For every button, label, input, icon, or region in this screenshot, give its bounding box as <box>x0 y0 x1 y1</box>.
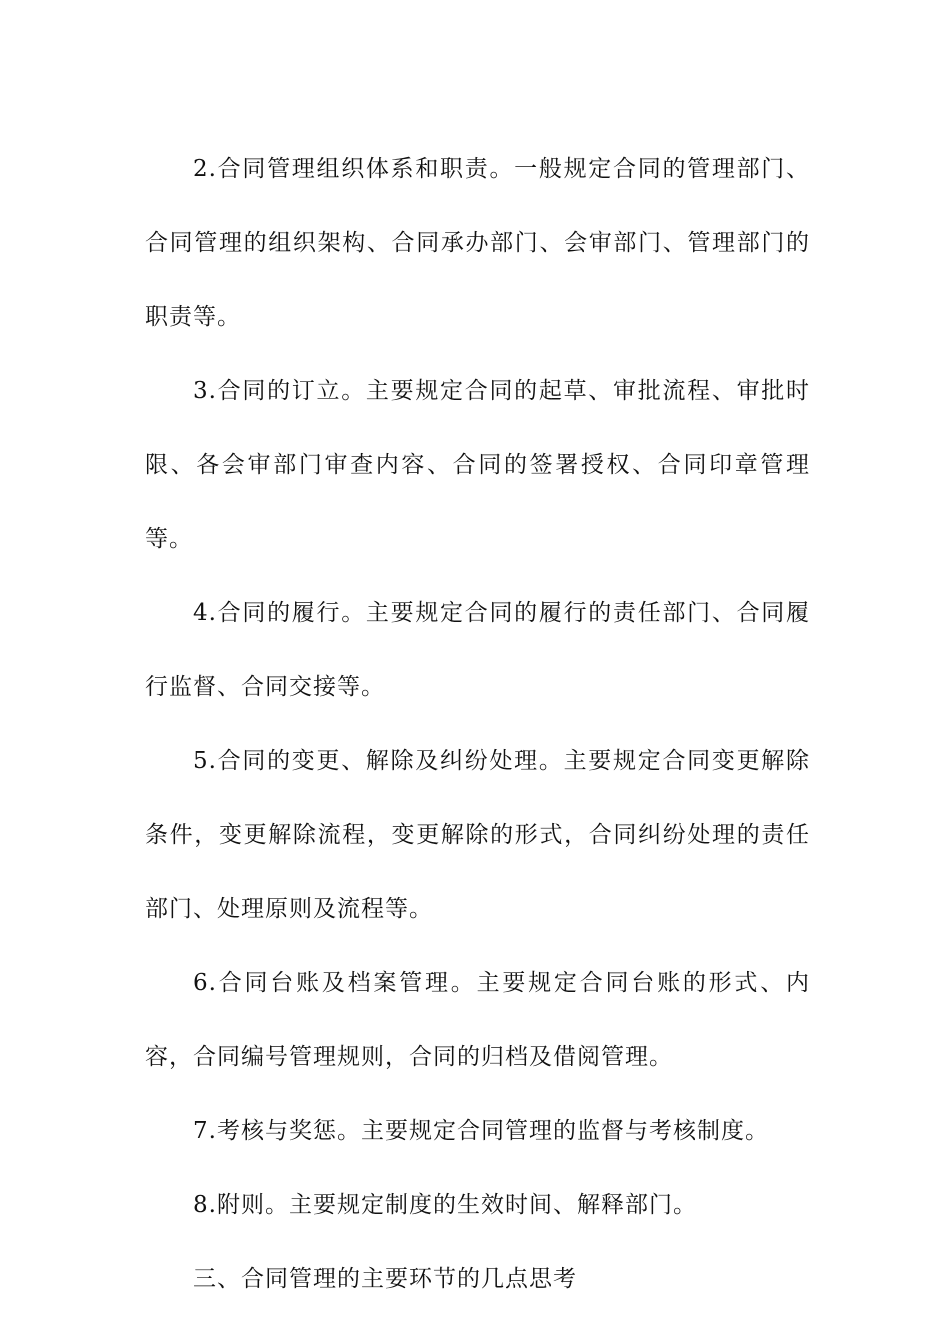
paragraph-contract-performance: 4.合同的履行。主要规定合同的履行的责任部门、合同履行监督、合同交接等。 <box>145 600 810 700</box>
paragraph-assessment: 7.考核与奖惩。主要规定合同管理的监督与考核制度。 <box>193 1118 769 1144</box>
paragraph-ledger-archive: 6.合同台账及档案管理。主要规定合同台账的形式、内容，合同编号管理规则，合同的归档及借阅管理。 <box>145 970 810 1070</box>
section-heading: 三、合同管理的主要环节的几点思考 <box>193 1266 577 1292</box>
document-body <box>145 132 810 1316</box>
paragraph-org-system: 2.合同管理组织体系和职责。一般规定合同的管理部门、合同管理的组织架构、合同承办部门、会审部门、管理部门的职责等。 <box>145 156 810 330</box>
paragraph-contract-change: 5.合同的变更、解除及纠纷处理。主要规定合同变更解除条件，变更解除流程，变更解除的形式，合同纠纷处理的责任部门、处理原则及流程等。 <box>145 748 810 922</box>
paragraph-contract-signing: 3.合同的订立。主要规定合同的起草、审批流程、审批时限、各会审部门审查内容、合同的签署授权、合同印章管理等。 <box>145 378 810 552</box>
paragraph-supplementary: 8.附则。主要规定制度的生效时间、解释部门。 <box>193 1192 697 1218</box>
